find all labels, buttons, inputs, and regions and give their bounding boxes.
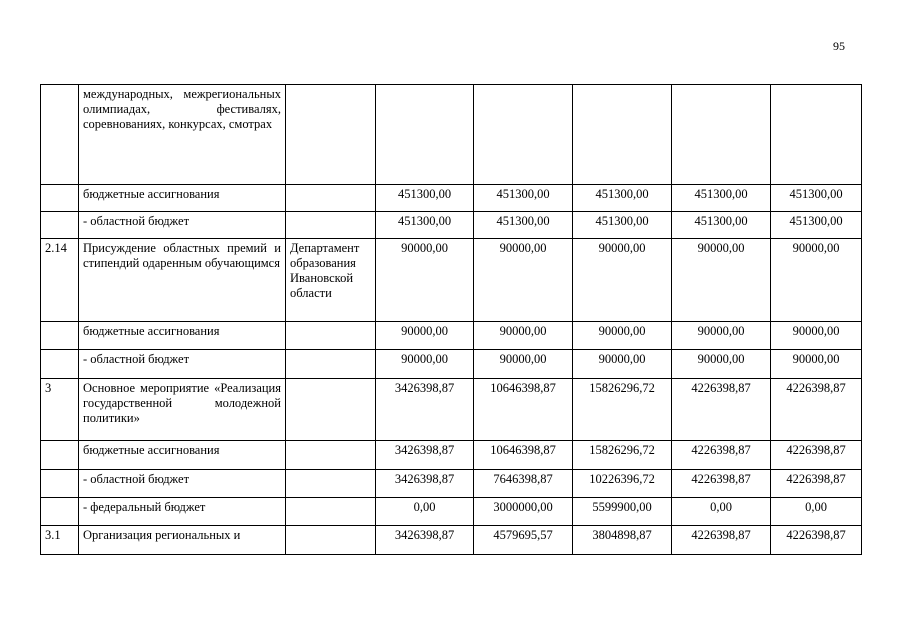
- row-executor: [286, 526, 376, 555]
- value-cell: 451300,00: [474, 185, 573, 212]
- value-cell: 451300,00: [771, 212, 862, 239]
- value-cell: 4579695,57: [474, 526, 573, 555]
- value-cell: 4226398,87: [771, 441, 862, 470]
- row-name: бюджетные ассигнования: [79, 322, 286, 350]
- value-cell: 4226398,87: [771, 526, 862, 555]
- row-name: Присуждение областных премий и стипендий одаренным обучающимся: [79, 239, 286, 322]
- row-executor: Департамент образования Ивановской области: [286, 239, 376, 322]
- row-code: 3.1: [41, 526, 79, 555]
- row-executor: [286, 379, 376, 441]
- value-cell: 3426398,87: [376, 470, 474, 498]
- value-cell: 0,00: [376, 498, 474, 526]
- row-name: Основное мероприятие «Реализация государственной молодежной политики»: [79, 379, 286, 441]
- row-code: [41, 470, 79, 498]
- row-executor: [286, 350, 376, 379]
- value-cell: 90000,00: [376, 350, 474, 379]
- value-cell: 451300,00: [771, 185, 862, 212]
- value-cell: 4226398,87: [672, 470, 771, 498]
- value-cell: [474, 85, 573, 185]
- row-code: 3: [41, 379, 79, 441]
- value-cell: 4226398,87: [771, 379, 862, 441]
- row-executor: [286, 322, 376, 350]
- row-code: 2.14: [41, 239, 79, 322]
- table-row: [41, 498, 862, 526]
- row-executor: [286, 470, 376, 498]
- value-cell: 3804898,87: [573, 526, 672, 555]
- value-cell: 90000,00: [771, 350, 862, 379]
- table-row: [41, 322, 862, 350]
- value-cell: [672, 85, 771, 185]
- value-cell: 0,00: [771, 498, 862, 526]
- row-name: Организация региональных и: [79, 526, 286, 555]
- value-cell: [573, 85, 672, 185]
- table-row: [41, 212, 862, 239]
- table-row: [41, 185, 862, 212]
- value-cell: 90000,00: [474, 350, 573, 379]
- value-cell: 0,00: [672, 498, 771, 526]
- row-code: [41, 350, 79, 379]
- table-row: [41, 85, 862, 185]
- table-row: [41, 350, 862, 379]
- value-cell: 90000,00: [672, 239, 771, 322]
- row-name: - областной бюджет: [79, 212, 286, 239]
- table-row: [41, 441, 862, 470]
- row-code: [41, 322, 79, 350]
- row-code: [41, 185, 79, 212]
- value-cell: 90000,00: [474, 239, 573, 322]
- value-cell: 90000,00: [573, 350, 672, 379]
- row-name: бюджетные ассигнования: [79, 185, 286, 212]
- row-executor: [286, 212, 376, 239]
- value-cell: 4226398,87: [771, 470, 862, 498]
- row-executor: [286, 185, 376, 212]
- row-name: - областной бюджет: [79, 470, 286, 498]
- value-cell: 4226398,87: [672, 526, 771, 555]
- value-cell: 451300,00: [672, 185, 771, 212]
- value-cell: [771, 85, 862, 185]
- table-row: [41, 379, 862, 441]
- table-row: [41, 526, 862, 555]
- value-cell: 5599900,00: [573, 498, 672, 526]
- table-row: [41, 239, 862, 322]
- value-cell: 90000,00: [474, 322, 573, 350]
- value-cell: [376, 85, 474, 185]
- value-cell: 4226398,87: [672, 441, 771, 470]
- value-cell: 451300,00: [474, 212, 573, 239]
- value-cell: 15826296,72: [573, 379, 672, 441]
- value-cell: 90000,00: [672, 322, 771, 350]
- value-cell: 451300,00: [672, 212, 771, 239]
- row-code: [41, 498, 79, 526]
- value-cell: 7646398,87: [474, 470, 573, 498]
- value-cell: 90000,00: [376, 322, 474, 350]
- value-cell: 15826296,72: [573, 441, 672, 470]
- value-cell: 90000,00: [672, 350, 771, 379]
- row-name: бюджетные ассигнования: [79, 441, 286, 470]
- row-executor: [286, 85, 376, 185]
- value-cell: 90000,00: [771, 322, 862, 350]
- value-cell: 10646398,87: [474, 441, 573, 470]
- value-cell: 3426398,87: [376, 441, 474, 470]
- row-name: международных, межрегиональных олимпиадах, фестивалях, соревнованиях, конкурсах, смотрах: [79, 85, 286, 185]
- value-cell: 3000000,00: [474, 498, 573, 526]
- value-cell: 451300,00: [573, 185, 672, 212]
- row-name: - федеральный бюджет: [79, 498, 286, 526]
- value-cell: 10226396,72: [573, 470, 672, 498]
- row-executor: [286, 441, 376, 470]
- budget-table: [40, 84, 862, 555]
- value-cell: 90000,00: [573, 239, 672, 322]
- value-cell: 90000,00: [771, 239, 862, 322]
- row-code: [41, 85, 79, 185]
- value-cell: 451300,00: [376, 212, 474, 239]
- value-cell: 3426398,87: [376, 526, 474, 555]
- value-cell: 90000,00: [376, 239, 474, 322]
- value-cell: 451300,00: [573, 212, 672, 239]
- value-cell: 3426398,87: [376, 379, 474, 441]
- row-executor: [286, 498, 376, 526]
- value-cell: 10646398,87: [474, 379, 573, 441]
- value-cell: 4226398,87: [672, 379, 771, 441]
- value-cell: 451300,00: [376, 185, 474, 212]
- row-code: [41, 441, 79, 470]
- page-number: 95: [833, 39, 845, 53]
- row-code: [41, 212, 79, 239]
- table-row: [41, 470, 862, 498]
- value-cell: 90000,00: [573, 322, 672, 350]
- row-name: - областной бюджет: [79, 350, 286, 379]
